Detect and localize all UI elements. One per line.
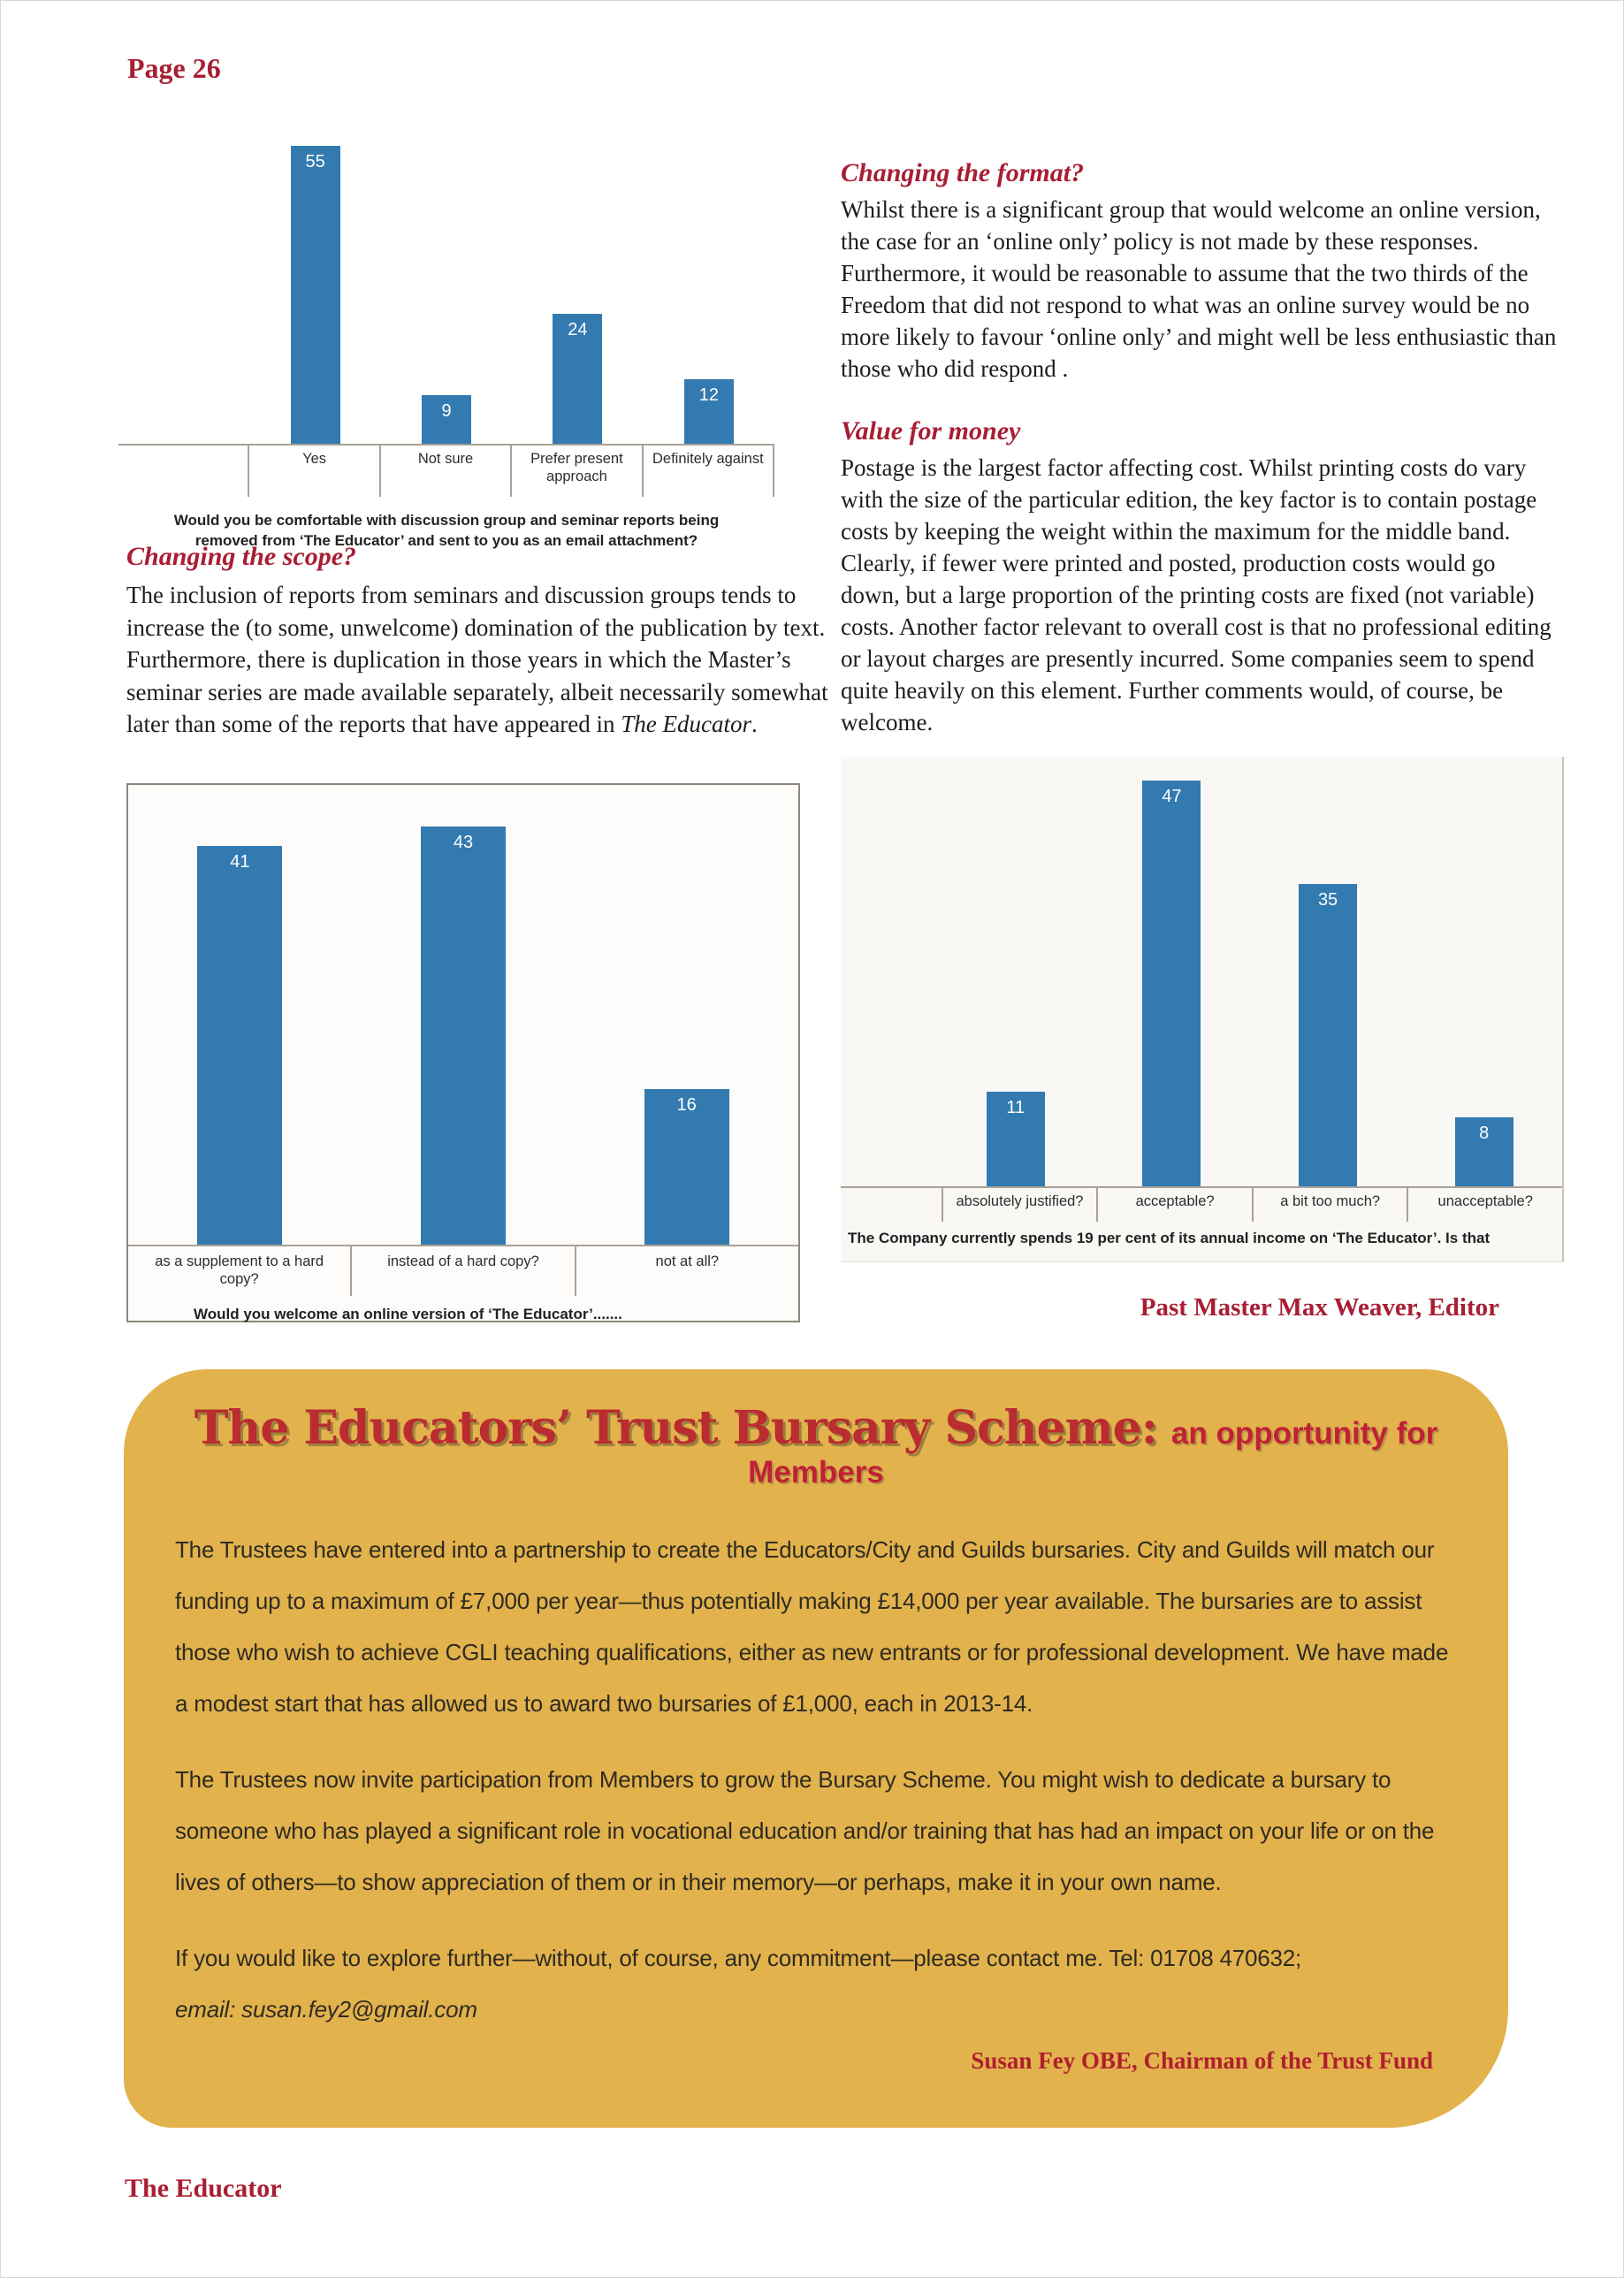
- chart-plot-area: [118, 132, 774, 446]
- bar-value-label: 24: [568, 320, 588, 339]
- bursary-subtitle: an opportunity for Members: [748, 1416, 1438, 1489]
- x-axis-label: absolutely justified?: [942, 1188, 1097, 1222]
- chart-email-attachment: [118, 132, 774, 552]
- x-axis-label: [118, 446, 248, 497]
- scope-text-end: .: [751, 711, 758, 737]
- heading-value-for-money: Value for money: [841, 416, 1021, 446]
- bursary-title-row: [124, 1369, 1508, 1490]
- bursary-paragraph-1: The Trustees have entered into a partnership to create the Educators/City and Guilds bursaries. City and Guilds will match our funding up to a maximum of £7,000 per year—thus potentially making £14,000 per year available. The bursaries are to assist those who wish to achieve CGLI teaching qualifications, either as new entrants or for professional development. We have made a modest start that has allowed us to award two bursaries of £1,000, each in 2013-14.: [175, 1536, 1449, 1717]
- x-axis-label: Definitely against: [642, 446, 774, 497]
- bar: [987, 1092, 1045, 1186]
- paragraph-value-for-money: Postage is the largest factor affecting cost. Whilst printing costs do vary with the size of the particular edition, the key factor is to contain postage costs by keeping the weight within the maximum for the middle band. Clearly, if fewer were printed and posted, production costs would go down, but a large proportion of the printing costs are fixed (not variable) costs. Another factor relevant to overall cost is that no professional editing or layout charges are presently incurred. Some companies seem to spend quite heavily on this element. Further comments would, of course, be welcome.: [841, 454, 1552, 735]
- chart-x-axis-labels: [118, 446, 774, 497]
- chart-x-axis-labels: [841, 1188, 1562, 1222]
- chart-slot: [938, 1092, 1094, 1186]
- chart-spend-justified: [841, 757, 1564, 1262]
- bar: [553, 314, 602, 444]
- x-axis-label: unacceptable?: [1407, 1188, 1562, 1222]
- bar: [291, 146, 340, 444]
- paragraph-changing-the-scope: [126, 579, 838, 741]
- chart-caption: The Company currently spends 19 per cent of its annual income on ‘The Educator’. Is that: [848, 1230, 1491, 1246]
- x-axis-label: Prefer present approach: [510, 446, 641, 497]
- bar-value-label: 12: [698, 385, 719, 405]
- bar: [422, 395, 471, 444]
- editor-credit: Past Master Max Weaver, Editor: [1140, 1293, 1499, 1322]
- chart-x-axis-labels: [128, 1246, 798, 1296]
- x-axis-label: Not sure: [379, 446, 510, 497]
- chart-slot: [575, 1089, 798, 1245]
- bar-value-label: 35: [1317, 890, 1338, 910]
- bar: [1299, 884, 1357, 1186]
- bar-value-label: 41: [230, 852, 250, 872]
- x-axis-label: instead of a hard copy?: [350, 1246, 574, 1296]
- bar-value-label: 47: [1162, 787, 1182, 806]
- paragraph-changing-the-format: Whilst there is a significant group that would welcome an online version, the case for an ‘online only’ policy is not made by these responses. Furthermore, it would be reasonable to assume that the two thirds of the Freedom that did not respond to what was an online survey would be no more likely to favour ‘online only’ and might well be less enthusiastic than those who did respond .: [841, 196, 1557, 382]
- chart-caption: Would you welcome an online version of ‘The Educator’.......: [194, 1305, 622, 1322]
- bar: [1142, 781, 1201, 1186]
- scope-text-italic: The Educator: [621, 711, 752, 737]
- bursary-paragraph-2: The Trustees now invite participation from Members to grow the Bursary Scheme. You might wish to dedicate a bursary to someone who has played a significant role in vocational education and/or training that has had an impact on your life or on the lives of others—to show appreciation of them or in their memory—or perhaps, make it in your own name.: [175, 1766, 1435, 1895]
- x-axis-label: as a supplement to a hard copy?: [155, 1253, 324, 1287]
- bar: [421, 827, 506, 1245]
- chart-slot: [644, 379, 774, 444]
- bursary-signature: Susan Fey OBE, Chairman of the Trust Fund: [971, 2047, 1433, 2074]
- bursary-paragraph-3: If you would like to explore further—without, of course, any commitment—please contact me. Tel: 01708 470632;: [175, 1945, 1302, 1971]
- chart-slot: [128, 846, 352, 1245]
- heading-changing-the-format: Changing the format?: [841, 158, 1085, 187]
- chart-slot: [381, 395, 512, 444]
- x-axis-label: Yes: [248, 446, 378, 497]
- chart-slot: [1094, 781, 1250, 1186]
- chart-slot: [249, 146, 380, 444]
- footer-publication-title: The Educator: [125, 2174, 282, 2203]
- chart-slot: [1250, 884, 1407, 1186]
- bursary-contact-email: email: susan.fey2@gmail.com: [175, 1996, 477, 2023]
- chart-online-version: [126, 783, 800, 1322]
- chart-slot: [1406, 1117, 1562, 1186]
- bar-value-label: 8: [1479, 1124, 1490, 1143]
- bar-value-label: 55: [305, 152, 325, 171]
- x-axis-label: a bit too much?: [1252, 1188, 1407, 1222]
- x-axis-label: not at all?: [575, 1246, 798, 1296]
- page-number: Page 26: [127, 52, 221, 84]
- x-axis-label: acceptable?: [1096, 1188, 1252, 1222]
- bar-value-label: 43: [453, 833, 474, 852]
- bar: [1455, 1117, 1513, 1186]
- chart-plot-area: [128, 804, 798, 1246]
- chart-caption: Would you be comfortable with discussion group and seminar reports being removed from ‘The Educator’ and sent to you as an email attachment?: [173, 512, 720, 549]
- x-axis-label: [841, 1188, 942, 1222]
- bar: [684, 379, 734, 444]
- bursary-scheme-box: [124, 1369, 1508, 2128]
- bar-value-label: 16: [676, 1095, 697, 1115]
- bar: [644, 1089, 729, 1245]
- bar-value-label: 9: [441, 401, 452, 421]
- chart-plot-area: [841, 757, 1562, 1188]
- chart-slot: [512, 314, 643, 444]
- chart-slot: [352, 827, 576, 1245]
- scope-text: The inclusion of reports from seminars and discussion groups tends to increase the (to some, unwelcome) domination of the publication by text. Furthermore, there is duplication in those years in which the Master’s seminar series are made available separately, albeit necessarily somewhat later than some of the reports that have appeared in: [126, 582, 828, 737]
- bursary-title: The Educators’ Trust Bursary Scheme:: [194, 1401, 1157, 1455]
- heading-changing-the-scope: Changing the scope?: [126, 542, 357, 571]
- bar-value-label: 11: [1006, 1098, 1025, 1117]
- bar: [197, 846, 282, 1245]
